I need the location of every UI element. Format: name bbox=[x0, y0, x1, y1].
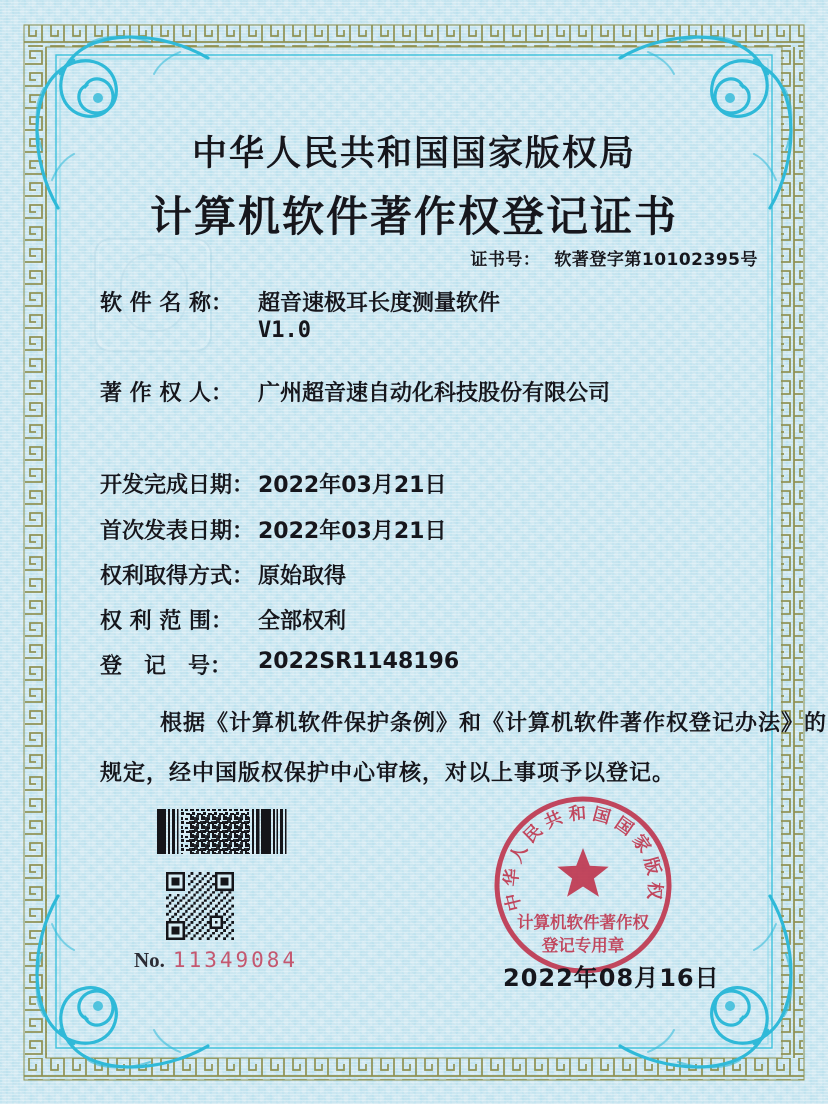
field-registration-number bbox=[100, 649, 760, 680]
field-label: 首次发表日期： bbox=[100, 519, 255, 544]
field-dev-complete-date bbox=[100, 468, 760, 499]
field-value: 广州超音速自动化科技股份有限公司 bbox=[258, 381, 611, 406]
stamp-line-2: 登记专用章 bbox=[541, 936, 625, 955]
field-value: 2022年03月21日 bbox=[258, 473, 447, 498]
field-value: 全部权利 bbox=[258, 609, 347, 634]
serial-prefix: No. bbox=[134, 948, 165, 972]
field-label: 权 利 范 围： bbox=[100, 609, 233, 634]
stamp-ring-text: 中华人民共和国国家版权 bbox=[501, 803, 665, 913]
barcode bbox=[157, 808, 287, 856]
field-software-name bbox=[100, 286, 760, 317]
certificate-title: 计算机软件著作权登记证书 bbox=[149, 195, 678, 241]
certificate-number-label: 证书号： bbox=[470, 250, 541, 270]
field-label: 软 件 名 称： bbox=[100, 291, 233, 316]
stamp-line-1: 计算机软件著作权 bbox=[517, 913, 649, 932]
field-label: 著 作 权 人： bbox=[100, 381, 233, 406]
field-rights-scope bbox=[100, 604, 760, 635]
software-version: V1.0 bbox=[258, 318, 311, 343]
certificate-number-value: 软著登字第10102395号 bbox=[554, 250, 758, 270]
field-value: 原始取得 bbox=[258, 564, 347, 589]
serial-number-line bbox=[134, 948, 298, 973]
field-copyright-owner bbox=[100, 376, 760, 407]
star-icon bbox=[557, 848, 608, 897]
statement-line-2: 规定，经中国版权保护中心审核，对以上事项予以登记。 bbox=[100, 761, 676, 786]
field-rights-acquisition bbox=[100, 559, 760, 590]
serial-number: 11349084 bbox=[172, 948, 299, 972]
field-label: 开发完成日期： bbox=[100, 473, 255, 498]
field-label: 权利取得方式： bbox=[100, 564, 255, 589]
authority-title: 中华人民共和国国家版权局 bbox=[191, 134, 636, 173]
field-value: 2022SR1148196 bbox=[258, 649, 460, 674]
statement-line-1: 根据《计算机软件保护条例》和《计算机软件著作权登记办法》的 bbox=[160, 711, 828, 736]
field-label: 登 记 号： bbox=[100, 654, 233, 679]
field-value: 2022年03月21日 bbox=[258, 519, 447, 544]
qr-code bbox=[166, 872, 234, 940]
certificate-number-line bbox=[0, 245, 758, 270]
field-value: 超音速极耳长度测量软件 bbox=[258, 291, 501, 316]
field-first-publish-date bbox=[100, 514, 760, 545]
issue-date: 2022年08月16日 bbox=[503, 964, 720, 992]
